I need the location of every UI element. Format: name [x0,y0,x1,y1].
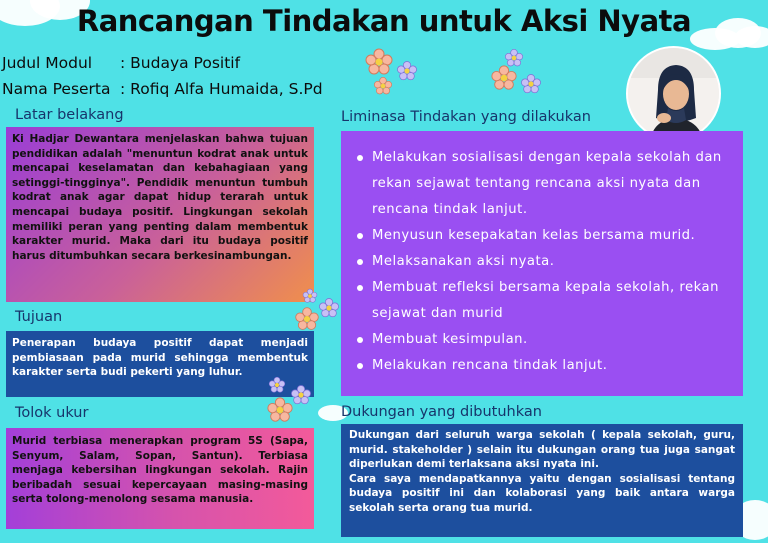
tolok-text: Murid terbiasa menerapkan program 5S (Sapa, Senyum, Salam, Sopan, Santun). Terbiasa menjaga kebersihan lingkungan sekolah. Rajin beribadah sesuai kepercayaan masing-masing serta tolong-menolong sesama manusia. [12,435,308,506]
dukungan-text-1: Dukungan dari seluruh warga sekolah ( kepala sekolah, guru, murid. stakeholder ) selain itu dukungan orang tua juga sangat diperlukan demi terlaksana aksi nyata ini. [349,429,735,471]
flower-icon [396,60,418,82]
flower-icon [373,76,393,96]
flower-icon [318,297,340,319]
module-info [2,54,240,72]
latar-heading: Latar belakang [15,107,124,123]
list-item: Melakukan rencana tindak lanjut. [355,353,733,379]
flower-icon [364,47,394,77]
flower-icon [520,73,542,95]
rincian-heading: Liminasa Tindakan yang dilakukan [341,109,591,125]
participant-info [2,80,323,98]
list-item: Membuat refleksi bersama kepala sekolah, rekan sejawat dan murid [355,275,733,327]
page-title: Rancangan Tindakan untuk Aksi Nyata [76,4,692,38]
latar-panel [6,127,314,302]
flower-icon [266,396,294,424]
person-photo-icon [628,48,721,141]
tolok-heading: Tolok ukur [15,405,89,421]
list-item: Melaksanakan aksi nyata. [355,249,733,275]
list-item: Menyusun kesepakatan kelas bersama murid. [355,223,733,249]
tolok-panel [6,428,314,529]
participant-label: Nama Peserta [2,80,111,98]
tujuan-heading: Tujuan [15,309,63,325]
flower-icon [294,306,320,332]
dukungan-text-2: Cara saya mendapatkannya yaitu dengan sosialisasi tentang budaya positif ini dan kolaborasi yang baik antara warga sekolah serta orang tua murid. [349,472,735,514]
dukungan-panel [341,424,743,537]
participant-value: : Rofiq Alfa Humaida, S.Pd [120,80,323,98]
flower-icon [268,376,286,394]
participant-avatar [626,46,721,141]
tujuan-text: Penerapan budaya positif dapat menjadi pembiasaan pada murid sehingga membentuk karakter serta budi pekerti yang luhur. [12,337,308,379]
latar-text: Ki Hadjar Dewantara menjelaskan bahwa tujuan pendidikan adalah "menuntun kodrat anak untuk mencapai keselamatan dan kebahagiaan yang setinggi-tingginya". Pendidik menuntun tumbuh kodrat anak agar dapat hidup terarah untuk mencapai budaya positif. Lingkungan sekolah memiliki peran yang penting dalam membentuk karakter murid. Maka dari itu budaya positif harus ditumbuhkan secara berkesinambungan. [12,133,308,262]
flower-icon [302,288,318,304]
module-label: Judul Modul [2,54,93,72]
dukungan-heading: Dukungan yang dibutuhkan [341,404,542,420]
flower-icon [490,64,518,92]
list-item: Melakukan sosialisasi dengan kepala sekolah dan rekan sejawat tentang rencana aksi nyata dan rencana tindak lanjut. [355,145,733,223]
list-item: Membuat kesimpulan. [355,327,733,353]
rincian-panel [341,131,743,396]
rincian-list [355,145,733,379]
module-value: : Budaya Positif [120,54,241,72]
